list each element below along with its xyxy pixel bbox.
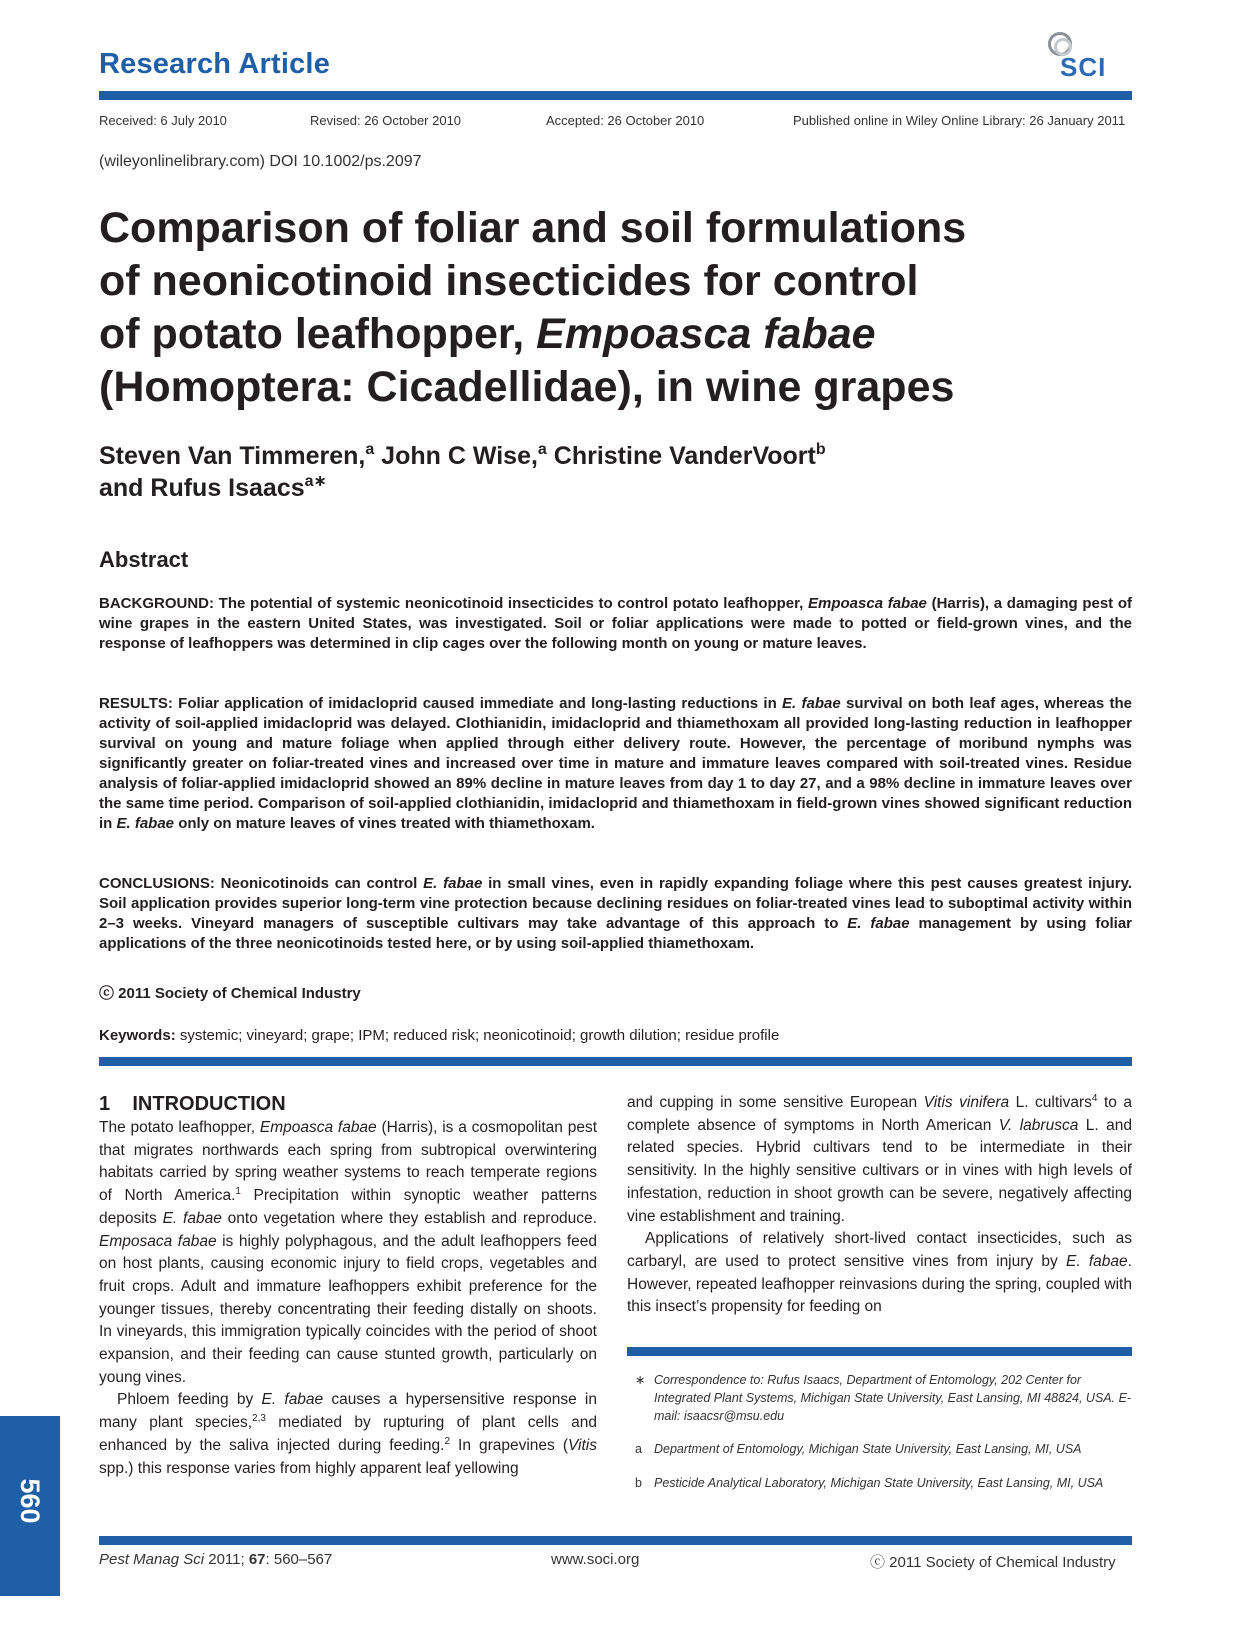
footer-year: 2011; [204,1551,249,1568]
abstract-text: RESULTS: Foliar application of imidacloprid caused immediate and long-lasting reductions in [99,695,783,712]
paper-title [99,202,1139,414]
genus-name: Vitis [567,1436,597,1454]
abstract-conclusions [99,874,1132,954]
author-name: Christine VanderVoort [546,442,816,470]
abstract-copyright: ⓒ 2011 Society of Chemical Industry [99,985,361,1002]
abstract-results [99,694,1132,834]
citation[interactable]: 2 [444,1435,450,1447]
abstract-text: only on mature leaves of vines treated with thiamethoxam. [174,815,595,832]
title-line: Comparison of foliar and soil formulations [99,204,967,252]
sci-logo-text: SCI [1060,52,1107,82]
header-rule [99,91,1132,100]
footnote-mark: ∗ [635,1373,646,1387]
right-column [627,1092,1132,1319]
species-name: Emposaca fabae [99,1232,217,1250]
species-name: E. fabae [162,1209,222,1227]
author-list [99,440,1139,504]
paragraph: Phloem feeding by E. fabae causes a hypersensitive response in many plant species,$^{2,3}$ mediated by rupturing of plant cells and enhanced by the saliva injected during feeding.$^2$ In grapevines (Vitis spp.) this response varies from highly apparent leaf yellowing [99,1391,597,1477]
species-name: E. fabae [847,915,910,932]
abstract-text: (Harris), a damaging pest of wine grapes in the eastern United States, was investigated. Soil or foliar applications were made to potted or field-grown vines, and the response of leafhoppers was determined in clip cages over the following month on young or mature leaves. [99,595,1132,652]
footnote-affiliation-b [627,1474,1132,1492]
species-name: Empoasca fabae [536,310,876,358]
species-name: E. fabae [261,1391,324,1409]
title-line: of potato leafhopper, [99,310,537,358]
species-name: V. labrusca [998,1116,1079,1134]
paragraph: and cupping in some sensitive European Vitis vinifera L. cultivars$^4$ to a complete absence of symptoms in North American V. labrusca L. and related species. Hybrid cultivars tend to be intermediate in their sensitivity. In the highly sensitive cultivars or in vines with high levels of infestation, reduction in shoot growth can be severe, negatively affecting vine establishment and training. [627,1093,1133,1225]
species-name: E. fabae [1066,1252,1128,1270]
journal-name: Pest Manag Sci [99,1551,205,1568]
published-date: Published online in Wiley Online Library: 26 January 2011 [793,113,1126,128]
title-line: (Homoptera: Cicadellidae), in wine grapes [99,363,955,411]
footer-rule [99,1536,1132,1545]
abstract-text: survival on both leaf ages, whereas the activity of soil-applied imidacloprid was delayed. Clothianidin, imidacloprid and thiamethoxam all provided long-lasting reduction in leafhopper survival on young and mature foliage when applied through either delivery route. However, the percentage of moribund nymphs was significantly greater on foliar-treated vines and increased over time in mature and immature leaves compared with soil-treated vines. Residue analysis of foliar-applied imidacloprid showed an 89% decline in mature leaves from day 1 to day 27, and a 98% decline in immature leaves over the same time period. Comparison of soil-applied clothianidin, imidacloprid and thiamethoxam in field-grown vines showed significant reduction in [99,695,1132,832]
footnote-mark: a [635,1442,642,1456]
author-name: and Rufus Isaacs [99,474,305,502]
species-name: E. fabae [423,875,483,892]
received-date: Received: 6 July 2010 [99,113,227,128]
footer-website-link[interactable]: www.soci.org [551,1551,640,1568]
species-name: E. fabae [116,815,175,832]
sci-logo [1044,30,1122,82]
keywords-label: Keywords: [99,1027,176,1044]
paragraph: Applications of relatively short-lived contact insecticides, such as carbaryl, are used to protect sensitive vines from injury by E. fabae. However, repeated leafhopper reinvasions during the spring, coupled with this insect’s propensity for feeding on [627,1230,1132,1316]
keywords-text: systemic; vineyard; grape; IPM; reduced risk; neonicotinoid; growth dilution; residue profile [175,1027,780,1044]
footnote-text: Department of Entomology, Michigan State University, East Lansing, MI, USA [654,1442,1082,1456]
affiliation-mark: b [815,441,826,458]
citation[interactable]: 2,3 [252,1413,266,1425]
article-type-label: Research Article [99,48,331,80]
species-name: Empoasca fabae [259,1119,377,1136]
page-range: : 560–567 [265,1551,333,1568]
footer-citation [99,1551,332,1568]
abstract-text: in small vines, even in rapidly expanding foliage where this pest causes greatest injury. Soil application provides superior long-term vine protection because declining residues on foliar-treated vines lead to suboptimal activity within 2–3 weeks. Vineyard managers of susceptible cultivars may take advantage of this approach to [99,875,1133,932]
abstract-background [99,594,1132,654]
affiliation-mark: a∗ [304,473,327,490]
abstract-rule [99,1057,1132,1066]
title-line: of neonicotinoid insecticides for control [99,257,919,305]
footnote-mark: b [635,1476,642,1490]
species-name: Vitis vinifera [923,1094,1010,1111]
abstract-text: management by using foliar applications of the three neonicotinoids tested here, or by using soil-applied thiamethoxam. [99,915,1133,952]
doi: (wileyonlinelibrary.com) DOI 10.1002/ps.2097 [99,153,422,170]
accepted-date: Accepted: 26 October 2010 [546,113,705,128]
footnote-affiliation-a [627,1440,1132,1458]
citation[interactable]: 1 [235,1186,241,1198]
footnote-correspondence [627,1371,1132,1425]
page-number: 560 [15,1478,45,1524]
volume: 67 [248,1551,266,1568]
section-heading: 1 INTRODUCTION [99,1093,286,1115]
footnote-text: Pesticide Analytical Laboratory, Michigan State University, East Lansing, MI, USA [654,1476,1104,1490]
abstract-text: BACKGROUND: The potential of systemic neonicotinoid insecticides to control potato leafhopper, [99,595,808,612]
abstract-text: CONCLUSIONS: Neonicotinoids can control [99,875,424,892]
species-name: E. fabae [782,695,841,712]
left-column [99,1117,597,1480]
affiliation-mark: a [537,441,547,458]
species-name: Empoasca fabae [808,595,927,612]
affiliation-mark: a [365,441,375,458]
footnote-text: Correspondence to: Rufus Isaacs, Department of Entomology, 202 Center for Integrated Plant Systems, Michigan State University, East Lansing, MI 48824, USA. E-mail: isaacsr@msu.edu [654,1373,1132,1423]
keywords [99,1027,779,1044]
footnote-rule [627,1347,1132,1356]
footer-copyright: ⓒ 2011 Society of Chemical Industry [870,1554,1116,1571]
revised-date: Revised: 26 October 2010 [310,113,462,128]
author-name: Steven Van Timmeren, [99,442,366,470]
citation[interactable]: 4 [1091,1093,1098,1104]
abstract-heading: Abstract [99,547,189,572]
author-name: John C Wise, [374,442,538,470]
paragraph: The potato leafhopper, Empoasca fabae (Harris), is a cosmopolitan pest that migrates northwards each spring from subtropical overwintering habitats carried by spring weather systems to reach temperate regions of North America.$^1$ Precipitation within synoptic weather patterns deposits E. fabae onto vegetation where they establish and reproduce. Emposaca fabae is highly polyphagous, and the adult leafhoppers feed on host plants, causing economic injury to field crops, vegetables and fruit crops. Adult and immature leafhoppers exhibit preference for the younger tissues, thereby concentrating their feeding distally on shoots. In vineyards, this immigration typically coincides with the period of shoot expansion, and their feeding can cause stunted growth, particularly on young vines. [99,1119,598,1386]
